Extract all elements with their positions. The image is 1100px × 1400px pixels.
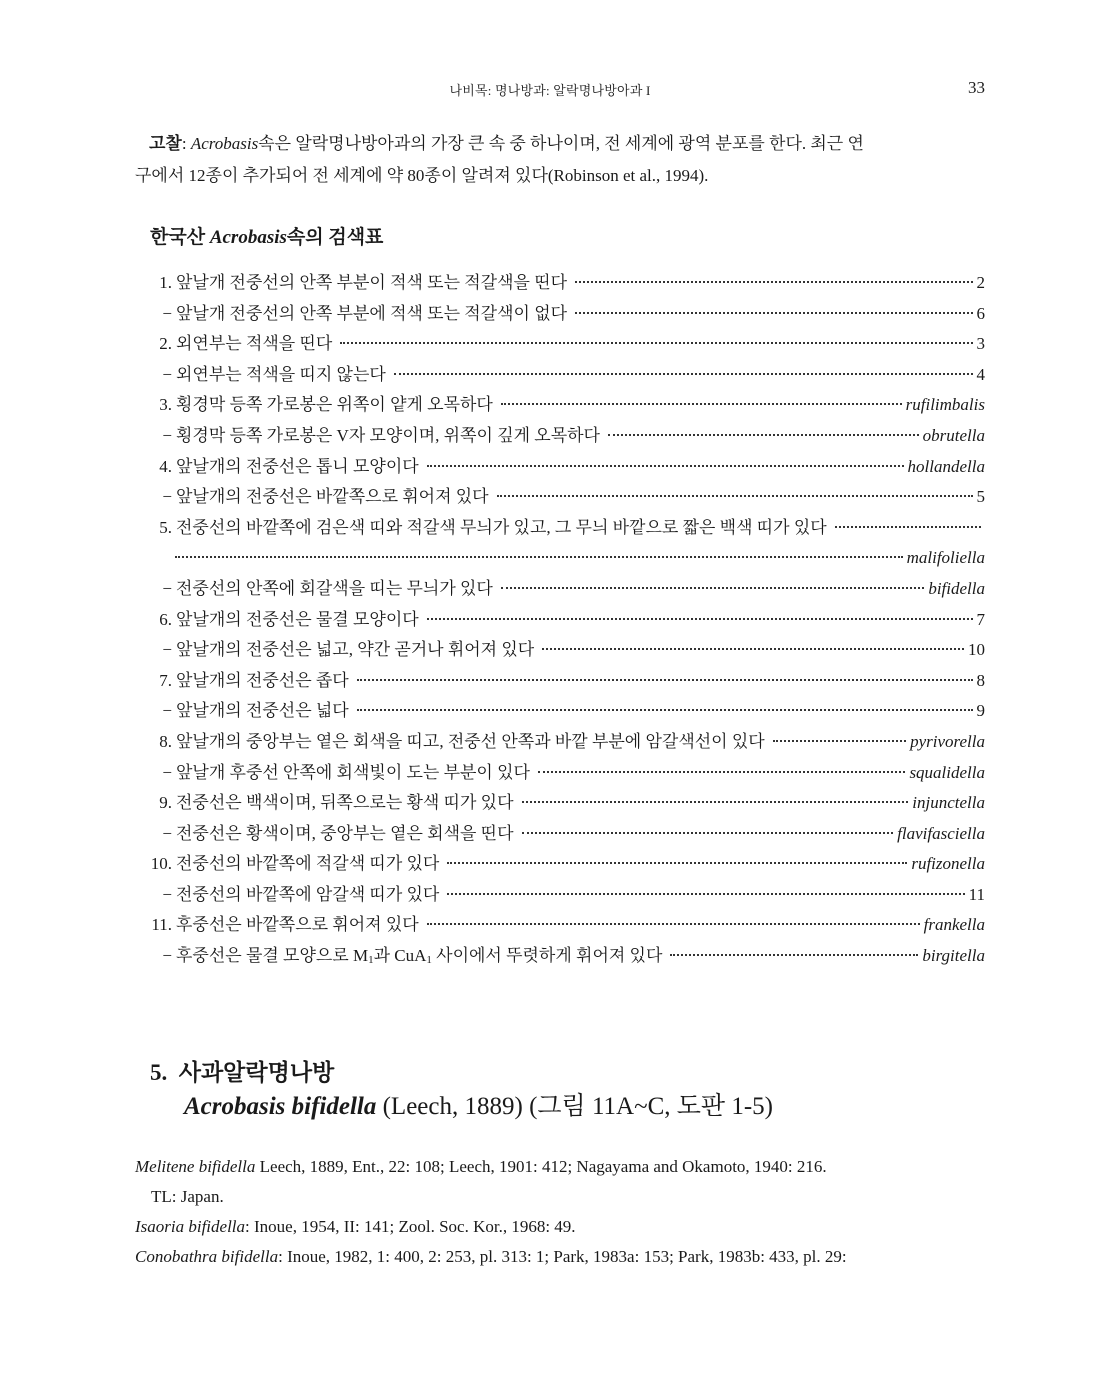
key-item — [135, 849, 985, 880]
discussion-genus: Acrobasis — [190, 134, 259, 153]
leader-dots — [522, 832, 894, 834]
key-number: − — [162, 578, 172, 598]
reference-entry — [135, 1242, 985, 1272]
key-result-species: malifoliella — [906, 548, 985, 568]
key-title-suffix: 속의 검색표 — [286, 227, 384, 248]
key-number: 2. — [159, 334, 172, 354]
subscript: 1 — [368, 954, 374, 967]
key-number: − — [162, 701, 172, 721]
key-text: 전중선은 황색이며, 중앙부는 옅은 회색을 띤다 — [176, 823, 514, 843]
reference-entry — [135, 1152, 985, 1182]
key-text: 횡경막 등쪽 가로봉은 위쪽이 얕게 오목하다 — [176, 395, 493, 415]
key-item — [135, 605, 985, 636]
species-title-line — [150, 1056, 773, 1090]
leader-dots — [427, 618, 973, 620]
key-result: 8 — [976, 670, 985, 690]
key-number: 7. — [159, 670, 172, 690]
leader-dots — [447, 893, 964, 895]
key-item — [135, 666, 985, 697]
leader-dots — [575, 312, 972, 314]
key-result-species: obrutella — [922, 425, 985, 445]
discussion-label: 고찰 — [149, 134, 182, 153]
key-item-continuation — [135, 543, 985, 574]
key-item — [135, 482, 985, 513]
key-result: 3 — [976, 334, 985, 354]
leader-dots — [357, 709, 973, 711]
key-result: 9 — [976, 701, 985, 721]
discussion-paragraph — [135, 128, 985, 192]
subscript: 1 — [426, 954, 432, 967]
key-item — [135, 635, 985, 666]
identification-key — [135, 268, 985, 972]
page-number: 33 — [968, 78, 985, 97]
key-result-species: injunctella — [912, 793, 985, 813]
key-text: 앞날개 전중선의 안쪽 부분이 적색 또는 적갈색을 띤다 — [176, 273, 568, 292]
species-figure-ref: (그림 11A~C, 도판 1-5) — [522, 1093, 773, 1120]
reference-taxon: Isaoria bifidella — [135, 1217, 246, 1236]
key-number: 11. — [151, 915, 172, 935]
leader-dots — [542, 648, 964, 650]
species-scientific-name: Acrobasis bifidella — [184, 1093, 377, 1120]
key-text: 외연부는 적색을 띠지 않는다 — [176, 364, 386, 384]
reference-text: : Inoue, 1954, II: 141; Zool. Soc. Kor., 1968: 49. — [245, 1217, 576, 1236]
leader-dots — [340, 342, 972, 344]
leader-dots — [670, 954, 918, 956]
key-result: 5 — [976, 487, 985, 507]
leader-dots — [427, 465, 904, 467]
key-number: − — [162, 884, 172, 904]
reference-entry — [135, 1212, 985, 1242]
key-result-species: hollandella — [907, 456, 985, 476]
key-item — [135, 758, 985, 789]
leader-dots — [497, 495, 973, 497]
key-text-part: 사이에서 뚜렷하게 휘어져 있다 — [431, 946, 663, 966]
leader-dots — [394, 373, 973, 375]
key-text-part: 과 CuA — [373, 946, 427, 966]
species-korean-name: 사과알락명나방 — [178, 1060, 335, 1085]
key-text: 앞날개의 전중선은 좁다 — [176, 670, 349, 690]
leader-dots — [447, 862, 907, 864]
key-number: − — [162, 425, 172, 445]
synonymy-references — [135, 1152, 985, 1272]
key-title — [150, 222, 383, 249]
key-item — [135, 574, 985, 605]
leader-dots — [427, 923, 920, 925]
key-item — [135, 390, 985, 421]
discussion-line-1: 고찰: Acrobasis속은 알락명나방아과의 가장 큰 속 중 하나이며, 전 세계에 광역 분포를 한다. 최근 연 — [149, 134, 864, 153]
reference-continuation: TL: Japan. — [151, 1187, 224, 1206]
key-text: 전중선의 바깥쪽에 적갈색 띠가 있다 — [176, 854, 440, 874]
key-item — [135, 788, 985, 819]
key-number: 5. — [159, 517, 172, 537]
key-number: 8. — [159, 731, 172, 751]
reference-text: Leech, 1889, Ent., 22: 108; Leech, 1901: 412; Nagayama and Okamoto, 1940: 216. — [255, 1157, 827, 1176]
key-result-species: flavifasciella — [897, 823, 985, 843]
key-title-prefix: 한국산 — [150, 227, 210, 248]
key-number: − — [162, 946, 172, 966]
running-head: 나비목: 명나방과: 알락명나방아과 I — [449, 83, 651, 98]
key-number: 4. — [159, 456, 172, 476]
key-item — [135, 421, 985, 452]
discussion-line-2: 구에서 12종이 추가되어 전 세계에 약 80종이 알려져 있다(Robinson et al., 1994). — [135, 166, 709, 185]
species-scientific-line — [150, 1090, 773, 1124]
key-text — [172, 941, 662, 976]
key-result: 2 — [976, 273, 985, 292]
key-result-species: birgitella — [922, 946, 985, 966]
leader-dots — [357, 679, 973, 681]
key-result: 7 — [976, 609, 985, 629]
key-result-species: pyrivorella — [910, 731, 985, 751]
key-text: 전중선의 바깥쪽에 암갈색 띠가 있다 — [176, 884, 440, 904]
leader-dots — [835, 526, 981, 528]
key-result-species: rufilimbalis — [905, 395, 985, 415]
key-text: 전중선의 안쪽에 회갈색을 띠는 무늬가 있다 — [176, 578, 493, 598]
key-text: 외연부는 적색을 띤다 — [176, 334, 333, 354]
key-item — [135, 880, 985, 911]
key-number: 3. — [159, 395, 172, 415]
key-number: − — [162, 487, 172, 507]
key-item — [135, 329, 985, 360]
key-number: − — [162, 364, 172, 384]
species-author: (Leech, 1889) — [376, 1093, 523, 1120]
leader-dots — [608, 434, 919, 436]
key-number: 6. — [159, 609, 172, 629]
leader-dots — [538, 771, 905, 773]
key-text: 전중선은 백색이며, 뒤쪽으로는 황색 띠가 있다 — [176, 793, 514, 813]
leader-dots — [575, 281, 972, 283]
species-heading — [150, 1056, 773, 1124]
key-number: − — [162, 823, 172, 843]
key-number: 10. — [150, 854, 172, 874]
key-text: 앞날개 전중선의 안쪽 부분에 적색 또는 적갈색이 없다 — [176, 303, 568, 323]
key-result: 4 — [976, 364, 985, 384]
leader-dots — [522, 801, 909, 803]
key-text: 횡경막 등쪽 가로봉은 V자 모양이며, 위쪽이 깊게 오목하다 — [176, 425, 600, 445]
discussion-text-1: 속은 알락명나방아과의 가장 큰 속 중 하나이며, 전 세계에 광역 분포를 한다. 최근 연 — [258, 134, 864, 153]
key-text: 전중선의 바깥쪽에 검은색 띠와 적갈색 무늬가 있고, 그 무늬 바깥으로 짧은 백색 띠가 있다 — [176, 517, 827, 537]
leader-dots — [773, 740, 906, 742]
key-item — [135, 299, 985, 330]
key-text: 앞날개의 전중선은 물결 모양이다 — [176, 609, 419, 629]
reference-taxon: Conobathra bifidella — [135, 1247, 279, 1266]
key-text: 앞날개의 전중선은 넓고, 약간 곧거나 휘어져 있다 — [176, 640, 535, 660]
key-text: 앞날개의 전중선은 넓다 — [176, 701, 349, 721]
key-text-part: 후중선은 물결 모양으로 M — [176, 946, 369, 966]
key-text: 앞날개의 중앙부는 옅은 회색을 띠고, 전중선 안쪽과 바깥 부분에 암갈색선이 있다 — [176, 731, 765, 751]
reference-taxon: Melitene bifidella — [135, 1157, 256, 1176]
key-result-species: rufizonella — [911, 854, 985, 874]
species-number: 5. — [150, 1060, 168, 1085]
leader-dots — [501, 403, 902, 405]
key-text: 앞날개 후중선 안쪽에 회색빛이 도는 부분이 있다 — [176, 762, 530, 782]
key-title-genus: Acrobasis — [209, 227, 287, 248]
leader-dots — [175, 556, 903, 558]
key-item — [135, 268, 985, 299]
key-number: − — [162, 640, 172, 660]
key-result-species: bifidella — [928, 578, 985, 598]
key-result: 6 — [976, 303, 985, 323]
key-item — [135, 910, 985, 941]
key-number: − — [162, 762, 172, 782]
key-result-species: frankella — [923, 915, 985, 935]
key-item — [135, 452, 985, 483]
key-number: 1. — [159, 273, 172, 292]
key-item — [135, 941, 985, 972]
key-item — [135, 696, 985, 727]
key-number: 9. — [159, 793, 172, 813]
key-text: 앞날개의 전중선은 바깥쪽으로 휘어져 있다 — [176, 487, 489, 507]
key-item — [135, 727, 985, 758]
key-item — [135, 819, 985, 850]
key-result: 10 — [968, 640, 985, 660]
key-item — [135, 360, 985, 391]
key-result-species: squalidella — [909, 762, 985, 782]
key-text: 후중선은 바깥쪽으로 휘어져 있다 — [176, 915, 419, 935]
key-number: − — [162, 303, 172, 323]
key-item — [135, 513, 985, 544]
key-result: 11 — [968, 884, 985, 904]
leader-dots — [501, 587, 924, 589]
key-text: 앞날개의 전중선은 톱니 모양이다 — [176, 456, 419, 476]
reference-text: : Inoue, 1982, 1: 400, 2: 253, pl. 313: 1; Park, 1983a: 153; Park, 1983b: 433, pl. 29: — [278, 1247, 847, 1266]
